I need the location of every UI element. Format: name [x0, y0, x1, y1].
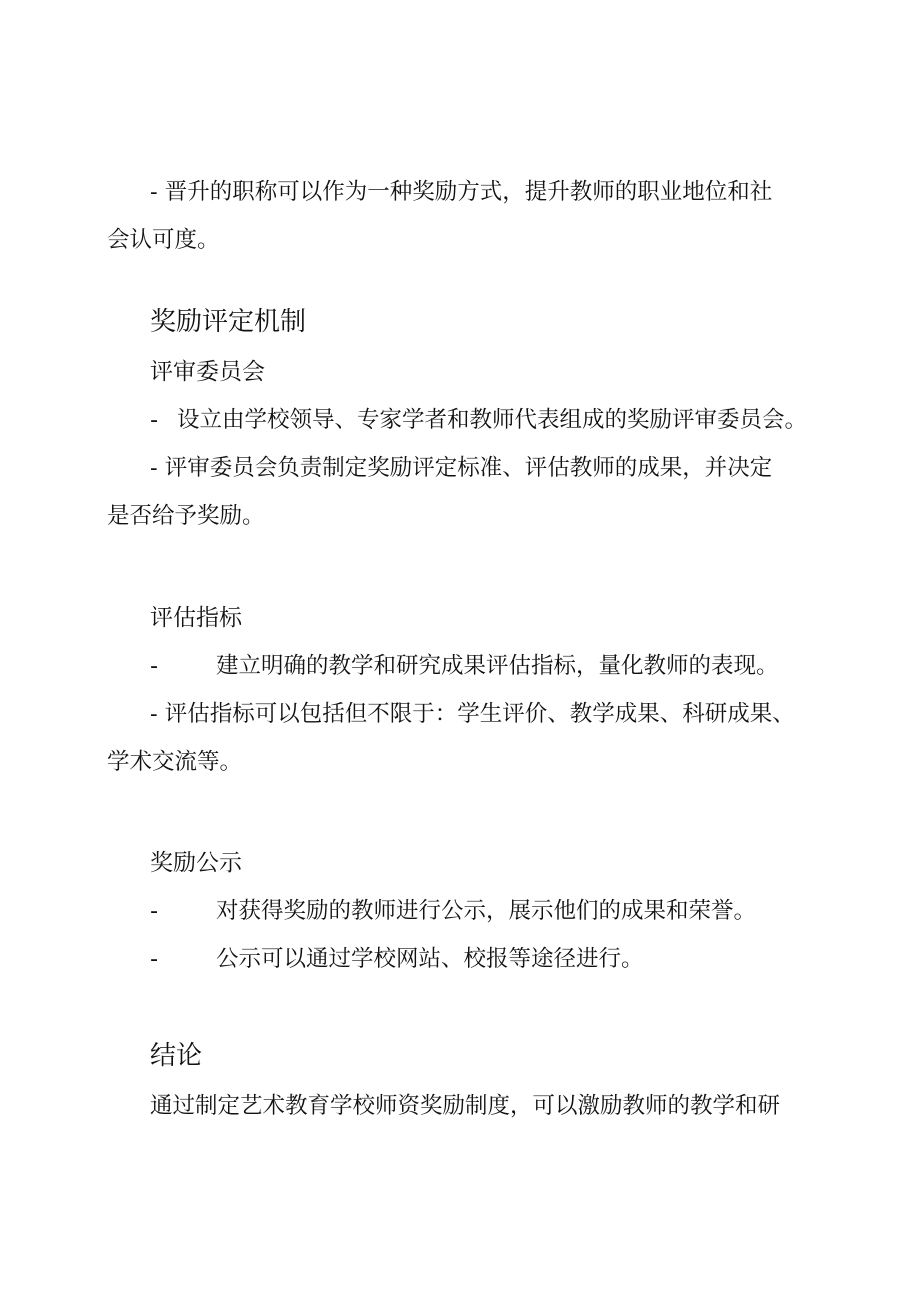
- publicity-item-1: [0, 887, 920, 935]
- conclusion-line-1: 通过制定艺术教育学校师资奖励制度，可以激励教师的教学和研: [150, 1093, 781, 1119]
- intro-line-1: - 晋升的职称可以作为一种奖励方式，提升教师的职业地位和社: [150, 179, 773, 205]
- indicators-item-2-line-2: 学术交流等。: [107, 749, 243, 775]
- publicity-item-2: [0, 935, 920, 983]
- intro-line-2: 会认可度。: [107, 227, 220, 253]
- bullet-dash: -: [150, 653, 159, 679]
- subheading-publicity: 奖励公示: [150, 850, 242, 876]
- bullet-dash: -: [150, 946, 159, 972]
- committee-item-1: [0, 396, 920, 444]
- committee-item-2-line-2: 是否给予奖励。: [107, 503, 265, 529]
- section-heading-reward-mechanism: 奖励评定机制: [150, 307, 307, 337]
- publicity-item-2-text: 公示可以通过学校网站、校报等途径进行。: [216, 946, 644, 972]
- conclusion-paragraph: [0, 1082, 920, 1130]
- intro-paragraph: [0, 168, 920, 264]
- publicity-item-1-text: 对获得奖励的教师进行公示，展示他们的成果和荣誉。: [216, 898, 757, 924]
- subheading-committee: 评审委员会: [150, 359, 265, 385]
- indicators-item-1: [0, 642, 920, 690]
- indicators-list: [0, 642, 920, 786]
- publicity-list: [0, 887, 920, 983]
- committee-list: [0, 396, 920, 540]
- indicators-item-2-line-1: - 评估指标可以包括但不限于：学生评价、教学成果、科研成果、: [150, 701, 795, 727]
- committee-item-1-text: 设立由学校领导、专家学者和教师代表组成的奖励评审委员会。: [177, 407, 808, 433]
- bullet-dash: -: [150, 898, 159, 924]
- committee-item-2-line-1: - 评审委员会负责制定奖励评定标准、评估教师的成果，并决定: [150, 455, 773, 481]
- subheading-indicators: 评估指标: [150, 605, 242, 631]
- bullet-dash: -: [150, 407, 159, 433]
- section-heading-conclusion: 结论: [150, 1041, 203, 1071]
- indicators-item-1-text: 建立明确的教学和研究成果评估指标，量化教师的表现。: [216, 653, 779, 679]
